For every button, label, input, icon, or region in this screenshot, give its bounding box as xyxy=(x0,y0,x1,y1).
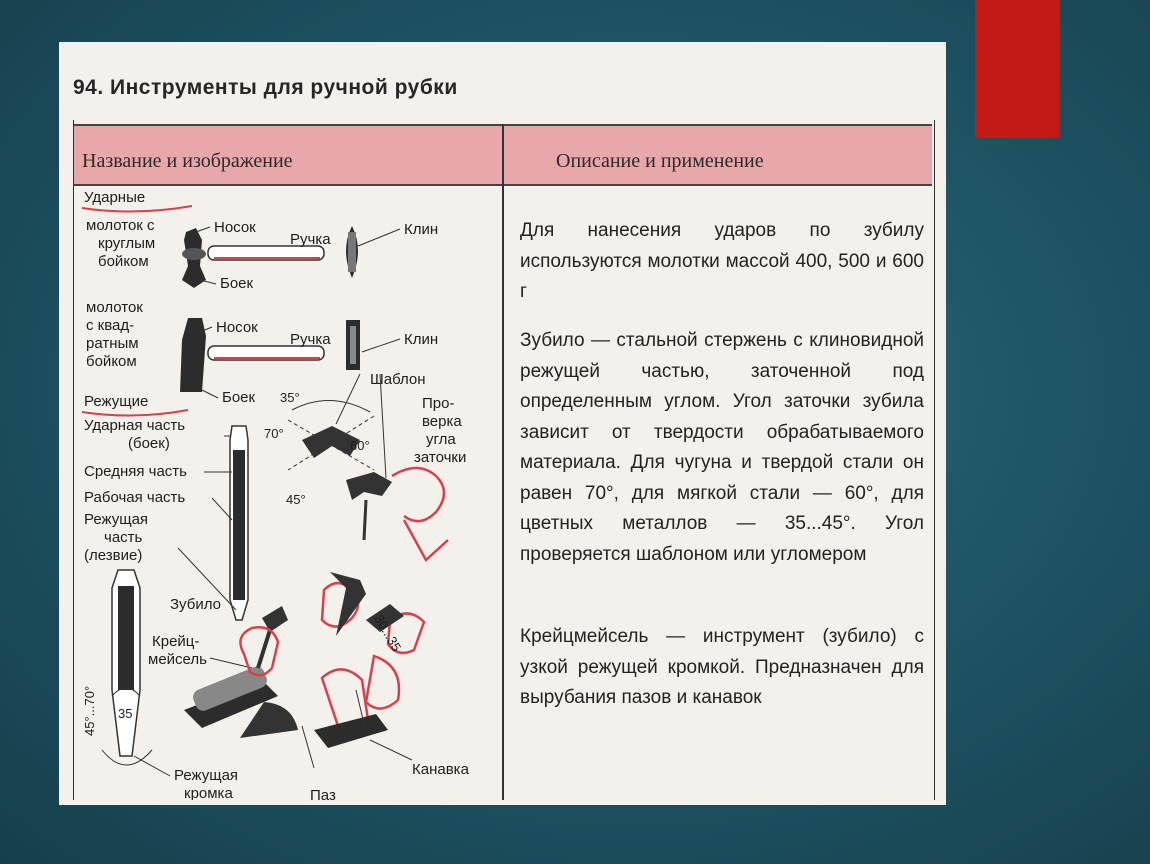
accent-bar xyxy=(975,0,1060,138)
label-middle-part: Средняя часть xyxy=(84,463,187,480)
label-hammer-square-4: бойком xyxy=(86,353,137,370)
label-crosscut-2: мейсель xyxy=(148,651,207,668)
label-check-1: Про- xyxy=(422,395,455,412)
label-wedge-2: Клин xyxy=(404,331,439,348)
label-cutting: Режущие xyxy=(84,393,149,410)
header-description: Описание и применение xyxy=(556,150,764,172)
label-edge-part-2: часть xyxy=(104,529,143,546)
page-title: 94. Инструменты для ручной рубки xyxy=(73,76,458,99)
label-strike-part-1: Ударная часть xyxy=(84,417,186,434)
label-cut-edge-2: кромка xyxy=(184,785,233,800)
label-hammer-square-2: с квад- xyxy=(86,317,135,334)
label-hammer-square-1: молоток xyxy=(86,299,143,316)
crosscut-chisel-icon xyxy=(102,570,152,765)
label-cut-edge-1: Режущая xyxy=(174,767,239,784)
label-edge-part-3: (лезвие) xyxy=(84,547,143,564)
label-angle-45-70: 45°...70° xyxy=(82,685,97,736)
label-face-2: Боек xyxy=(222,389,256,406)
tools-table xyxy=(73,120,935,800)
label-angle-45: 45° xyxy=(286,492,306,507)
label-toe-2: Носок xyxy=(216,319,258,336)
hammer-round-icon xyxy=(182,226,358,288)
label-check-3: угла xyxy=(426,431,456,448)
header-name-image: Название и изображение xyxy=(82,150,293,172)
label-strike-part-2: (боек) xyxy=(128,435,170,452)
label-face-1: Боек xyxy=(220,275,254,292)
impact-underline xyxy=(82,206,192,212)
chisel-icon xyxy=(178,426,248,620)
label-handle-1: Ручка xyxy=(290,231,331,248)
chisel-description: Зубило — стальной стержень с клиновидной режущей частью, заточенной под определенным углом. Угол заточки зубила зависит от твердости обрабатываемого материала. Для чугуна и твердой стали он равен 70°, для мягкой стали — 60°, для цветных металлов — 35...45°. Угол проверяется шаблоном или угломером xyxy=(520,330,924,565)
label-hammer-round-3: бойком xyxy=(98,253,149,270)
label-impact: Ударные xyxy=(84,189,146,206)
label-hammer-square-3: ратным xyxy=(86,335,139,352)
crosscut-description: Крейцмейсель — инструмент (зубило) с узкой режущей кромкой. Предназначен для вырубания пазов и канавок xyxy=(520,626,924,708)
cutting-underline xyxy=(82,410,188,416)
tools-illustration xyxy=(74,120,504,800)
label-angle-35: 35° xyxy=(280,390,300,405)
label-template: Шаблон xyxy=(370,371,426,388)
label-groove: Канавка xyxy=(412,761,469,778)
label-angle-35-small: 35 xyxy=(118,706,133,721)
label-toe-1: Носок xyxy=(214,219,256,236)
label-hammer-round-2: круглым xyxy=(98,235,156,252)
label-chisel: Зубило xyxy=(170,596,221,613)
hammer-description: Для нанесения ударов по зубилу используются молотки массой 400, 500 и 600 г xyxy=(520,220,924,302)
label-crosscut-1: Крейц- xyxy=(152,633,200,650)
label-check-4: заточки xyxy=(414,449,467,466)
label-angle-60: 60° xyxy=(350,438,370,453)
label-handle-2: Ручка xyxy=(290,331,331,348)
label-edge-part-1: Режущая xyxy=(84,511,149,528)
label-work-part: Рабочая часть xyxy=(84,489,186,506)
label-angle-70: 70° xyxy=(264,426,284,441)
label-angle-30-35: 30...35 xyxy=(371,612,405,654)
textbook-page xyxy=(59,42,946,805)
label-hammer-round-1: молоток с xyxy=(86,217,155,234)
label-wedge-1: Клин xyxy=(404,221,439,238)
label-slot: Паз xyxy=(310,787,336,800)
label-check-2: верка xyxy=(422,413,462,430)
